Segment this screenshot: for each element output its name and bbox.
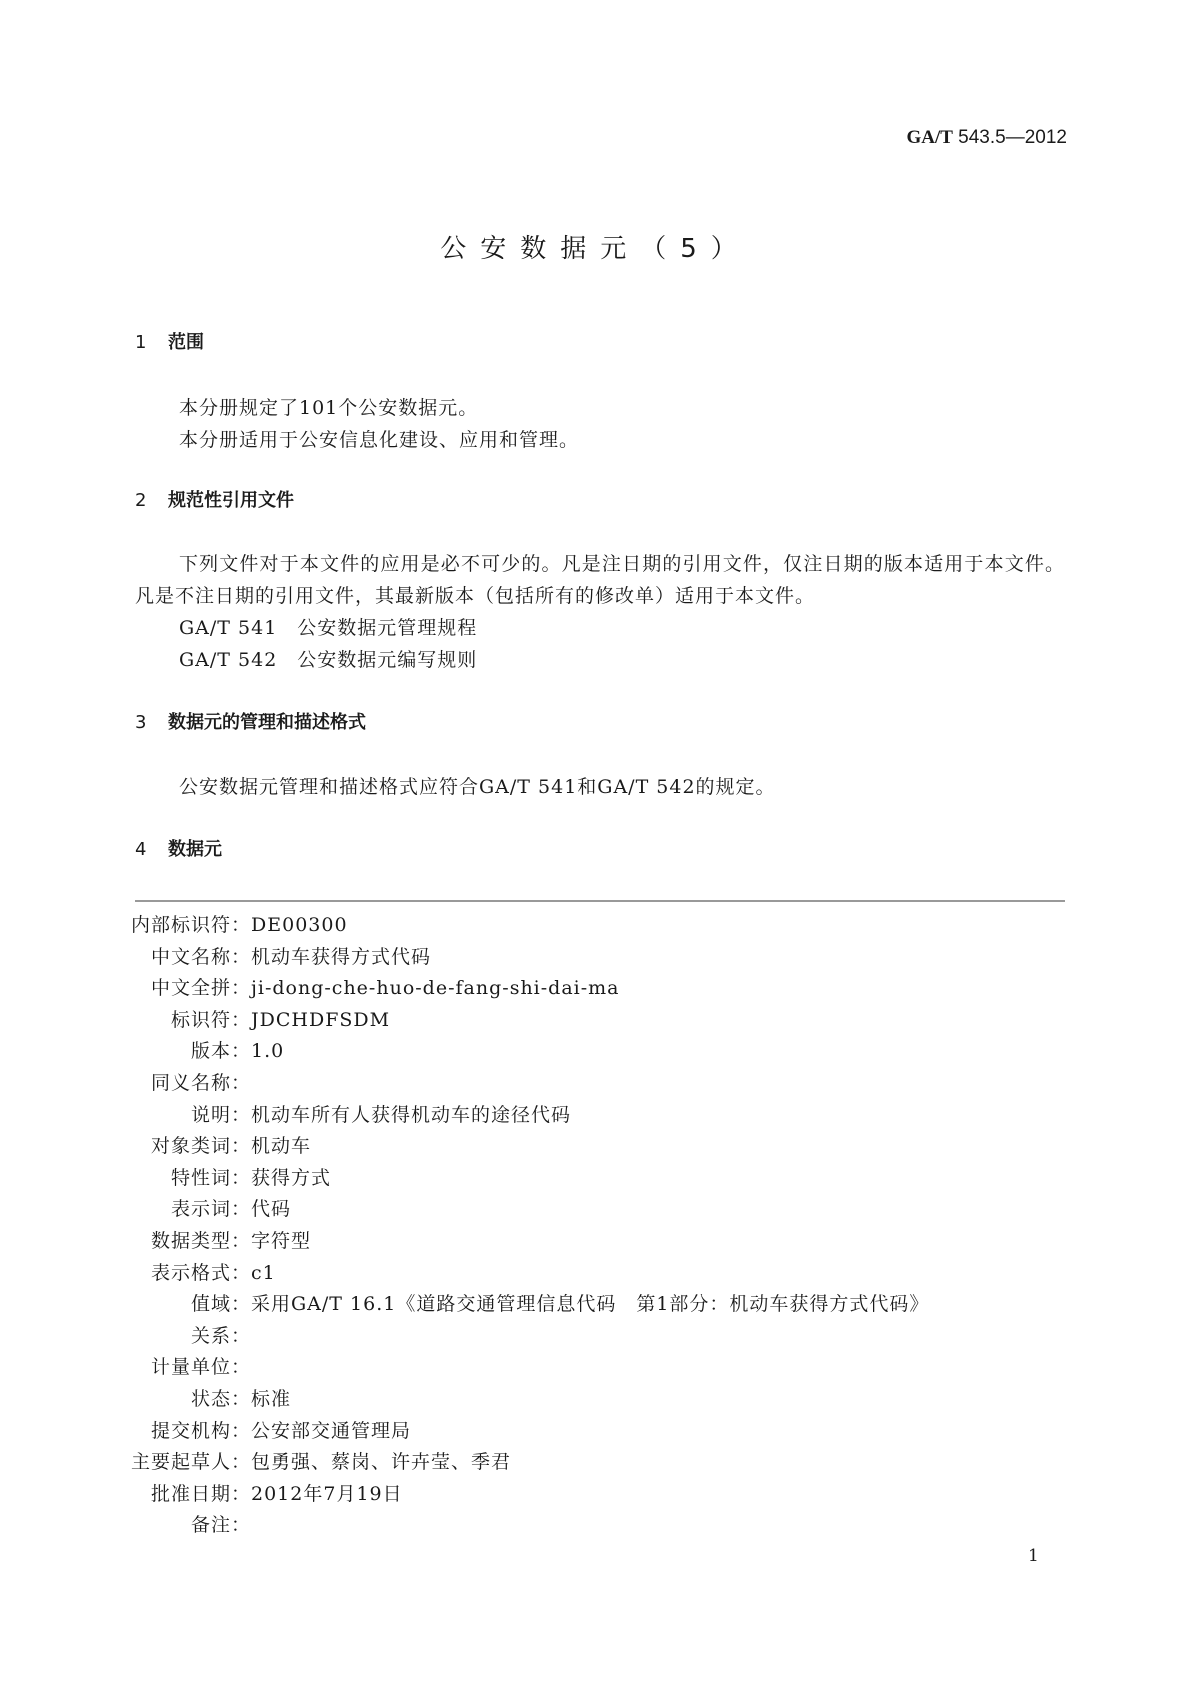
element-field bbox=[0, 945, 432, 968]
field-label: 计量单位： bbox=[150, 1356, 251, 1379]
element-field bbox=[0, 1008, 391, 1031]
element-field bbox=[0, 1232, 311, 1251]
element-field bbox=[0, 1261, 276, 1284]
field-label: 版本： bbox=[190, 1040, 251, 1063]
section-number: 1 bbox=[135, 332, 147, 353]
section-title: 规范性引用文件 bbox=[168, 490, 294, 511]
element-field bbox=[0, 1137, 311, 1156]
field-label: 同义名称： bbox=[150, 1072, 251, 1094]
element-field bbox=[0, 1482, 403, 1505]
element-field bbox=[0, 1516, 251, 1535]
field-label: 数据类型： bbox=[150, 1230, 251, 1252]
section-heading bbox=[135, 841, 222, 859]
field-value: 采用GA/T 16.1《道路交通管理信息代码 第1部分：机动车获得方式代码》 bbox=[251, 1293, 930, 1316]
element-field bbox=[0, 1419, 412, 1442]
field-value: 代码 bbox=[251, 1198, 292, 1221]
section-number: 2 bbox=[135, 490, 147, 511]
field-label: 特性词： bbox=[170, 1166, 251, 1189]
reference-item: GA/T 542 公安数据元编写规则 bbox=[179, 649, 478, 671]
element-field bbox=[0, 916, 348, 935]
field-value: 机动车 bbox=[251, 1135, 312, 1158]
page-number: 1 bbox=[1028, 1546, 1039, 1566]
section-heading bbox=[135, 492, 294, 510]
field-label: 状态： bbox=[190, 1388, 251, 1410]
page-title: 公安数据元（5） bbox=[440, 234, 751, 264]
paragraph: 公安数据元管理和描述格式应符合GA/T 541和GA/T 542的规定。 bbox=[179, 776, 776, 798]
paragraph: 下列文件对于本文件的应用是必不可少的。凡是注日期的引用文件，仅注日期的版本适用于本文件。凡是不注日期的引用文件，其最新版本（包括所有的修改单）适用于本文件。 bbox=[135, 553, 1065, 607]
field-value: 机动车所有人获得机动车的途径代码 bbox=[251, 1103, 572, 1126]
field-label: 值域： bbox=[190, 1293, 251, 1316]
field-label: 中文名称： bbox=[150, 945, 251, 968]
field-label: 标识符： bbox=[170, 1008, 251, 1031]
section-title: 数据元 bbox=[168, 839, 222, 860]
element-field bbox=[0, 1074, 251, 1093]
field-label: 说明： bbox=[190, 1103, 251, 1126]
field-value: JDCHDFSDM bbox=[251, 1008, 391, 1031]
element-field bbox=[0, 1390, 291, 1409]
standard-header bbox=[906, 128, 1067, 147]
field-label: 提交机构： bbox=[150, 1419, 251, 1442]
element-field bbox=[0, 1453, 511, 1472]
section-number: 3 bbox=[135, 712, 147, 733]
element-field bbox=[0, 1358, 251, 1377]
paragraph: 本分册适用于公安信息化建设、应用和管理。 bbox=[179, 429, 580, 451]
element-field bbox=[0, 1042, 284, 1061]
field-value: 获得方式 bbox=[251, 1166, 332, 1189]
element-field bbox=[0, 1166, 332, 1189]
field-label: 主要起草人： bbox=[130, 1451, 251, 1474]
field-value: 公安部交通管理局 bbox=[251, 1419, 412, 1442]
element-field bbox=[0, 1200, 291, 1219]
field-value: c1 bbox=[251, 1261, 276, 1284]
field-label: 表示词： bbox=[170, 1198, 251, 1221]
std-number: 543.5—2012 bbox=[958, 127, 1067, 148]
field-label: 中文全拼： bbox=[150, 977, 251, 1000]
field-label: 备注： bbox=[190, 1514, 251, 1537]
section-heading bbox=[135, 334, 204, 352]
field-label: 批准日期： bbox=[150, 1482, 251, 1505]
field-value: 机动车获得方式代码 bbox=[251, 945, 432, 968]
field-label: 内部标识符： bbox=[130, 914, 251, 936]
field-value: 标准 bbox=[251, 1388, 292, 1410]
field-label: 表示格式： bbox=[150, 1261, 251, 1284]
field-value: DE00300 bbox=[251, 914, 348, 936]
element-field bbox=[0, 979, 620, 998]
section-title: 数据元的管理和描述格式 bbox=[168, 712, 366, 733]
field-label: 对象类词： bbox=[150, 1135, 251, 1158]
field-value: 包勇强、蔡岗、许卉莹、季君 bbox=[251, 1451, 512, 1474]
field-label: 关系： bbox=[190, 1324, 251, 1347]
field-value: 字符型 bbox=[251, 1230, 312, 1252]
field-value: 1.0 bbox=[251, 1040, 285, 1063]
section-number: 4 bbox=[135, 839, 147, 860]
reference-item: GA/T 541 公安数据元管理规程 bbox=[179, 617, 478, 639]
element-field bbox=[0, 1324, 251, 1347]
element-field bbox=[0, 1295, 929, 1314]
section-heading bbox=[135, 714, 366, 732]
divider bbox=[135, 900, 1065, 902]
field-value: ji-dong-che-huo-de-fang-shi-dai-ma bbox=[251, 977, 620, 1000]
field-value: 2012年7月19日 bbox=[251, 1482, 403, 1505]
std-prefix: GA/T bbox=[906, 127, 953, 148]
paragraph: 本分册规定了101个公安数据元。 bbox=[179, 397, 479, 419]
element-field bbox=[0, 1103, 572, 1126]
section-title: 范围 bbox=[168, 332, 204, 353]
